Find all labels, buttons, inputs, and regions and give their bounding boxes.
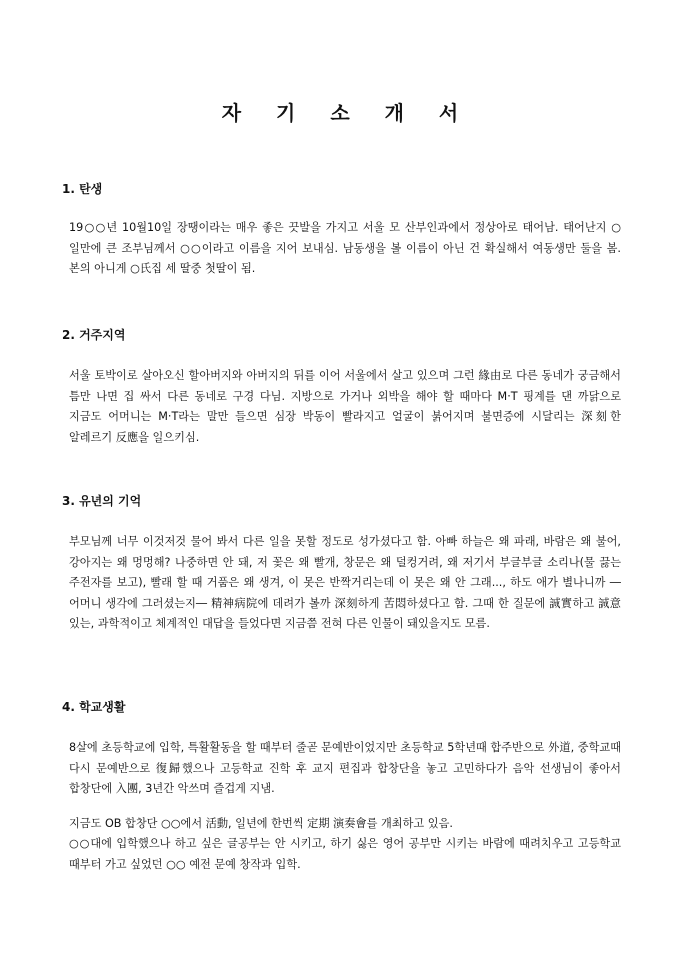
section-heading: 4. 학교생활	[62, 700, 126, 714]
section-heading: 2. 거주지역	[62, 328, 126, 342]
paragraph: 부모님께 너무 이것저것 물어 봐서 다른 일을 못할 정도로 성가셨다고 함. 아빠 하늘은 왜 파래, 바람은 왜 불어, 강아지는 왜 멍멍해? 나중하면 안 돼, 저 꽃은 왜 빨개, 창문은 왜 덜컹거려, 왜 저기서 부글부글 소리나(물 끓는 주전자를 보고), 빨래 할 때 거품은 왜 생겨, 이 못은 반짝거리는데 이 못은 왜 안 그래..., 하도 애가 별나니까 ―어머니 생각에 그러셨는지― 精神病院에 데려가 볼까 深刻하게 苦悶하셨다고 함. 그때 한 질문에 誠實하고 誠意 있는, 과학적이고 체계적인 대답을 들었다면 지금쯤 전혀 다른 인물이 돼있을지도 모름.	[69, 535, 621, 630]
paragraph: 서울 토박이로 살아오신 할아버지와 아버지의 뒤를 이어 서울에서 살고 있으며 그런 緣由로 다른 동네가 궁금해서 틈만 나면 집 싸서 다른 동네로 구경 다님. 지방으로 가거나 외박을 해야 할 때마다 M·T 핑계를 댄 까닭으로 지금도 어머니는 M·T라는 말만 들으면 심장 박동이 빨라지고 얼굴이 붉어지며 불면증에 시달리는 深刻한 알레르기 反應을 일으키심.	[69, 369, 621, 444]
section-heading: 3. 유년의 기억	[62, 494, 142, 508]
section-heading: 1. 탄생	[62, 182, 103, 196]
section-body	[69, 532, 621, 635]
paragraph: 지금도 OB 합창단 ○○에서 活動, 일년에 한번씩 定期 演奏會를 개최하고 있음.	[69, 816, 453, 830]
section-body	[69, 366, 621, 448]
document-title: 자 기 소 개 서	[221, 101, 473, 126]
paragraph: 8살에 초등학교에 입학, 특활활동을 할 때부터 줄곧 문예반이었지만 초등학교 5학년때 합주반으로 外道, 중학교때 다시 문예반으로 復歸했으나 고등학교 진학 후 교지 편집과 합창단을 놓고 고민하다가 음악 선생님이 좋아서 합창단에 入團, 3년간 악쓰며 즐겁게 지냄.	[69, 741, 621, 795]
section-body	[69, 218, 621, 280]
paragraph: 19○○년 10월10일 장땡이라는 매우 좋은 끗발을 가지고 서울 모 산부인과에서 정상아로 태어남. 태어난지 ○일만에 큰 조부님께서 ○○이라고 이름을 지어 보내심. 남동생을 볼 이름이 아닌 건 확실해서 여동생만 둘을 봄. 본의 아니게 ○氏집 세 딸중 첫딸이 됨.	[69, 221, 621, 275]
paragraph: ○○대에 입학했으나 하고 싶은 글공부는 안 시키고, 하기 싫은 영어 공부만 시키는 바람에 때려치우고 고등학교 때부터 가고 싶었던 ○○ 예전 문예 창작과 입학.	[69, 837, 621, 871]
section-body	[69, 738, 621, 875]
paragraph-gap	[69, 800, 621, 814]
